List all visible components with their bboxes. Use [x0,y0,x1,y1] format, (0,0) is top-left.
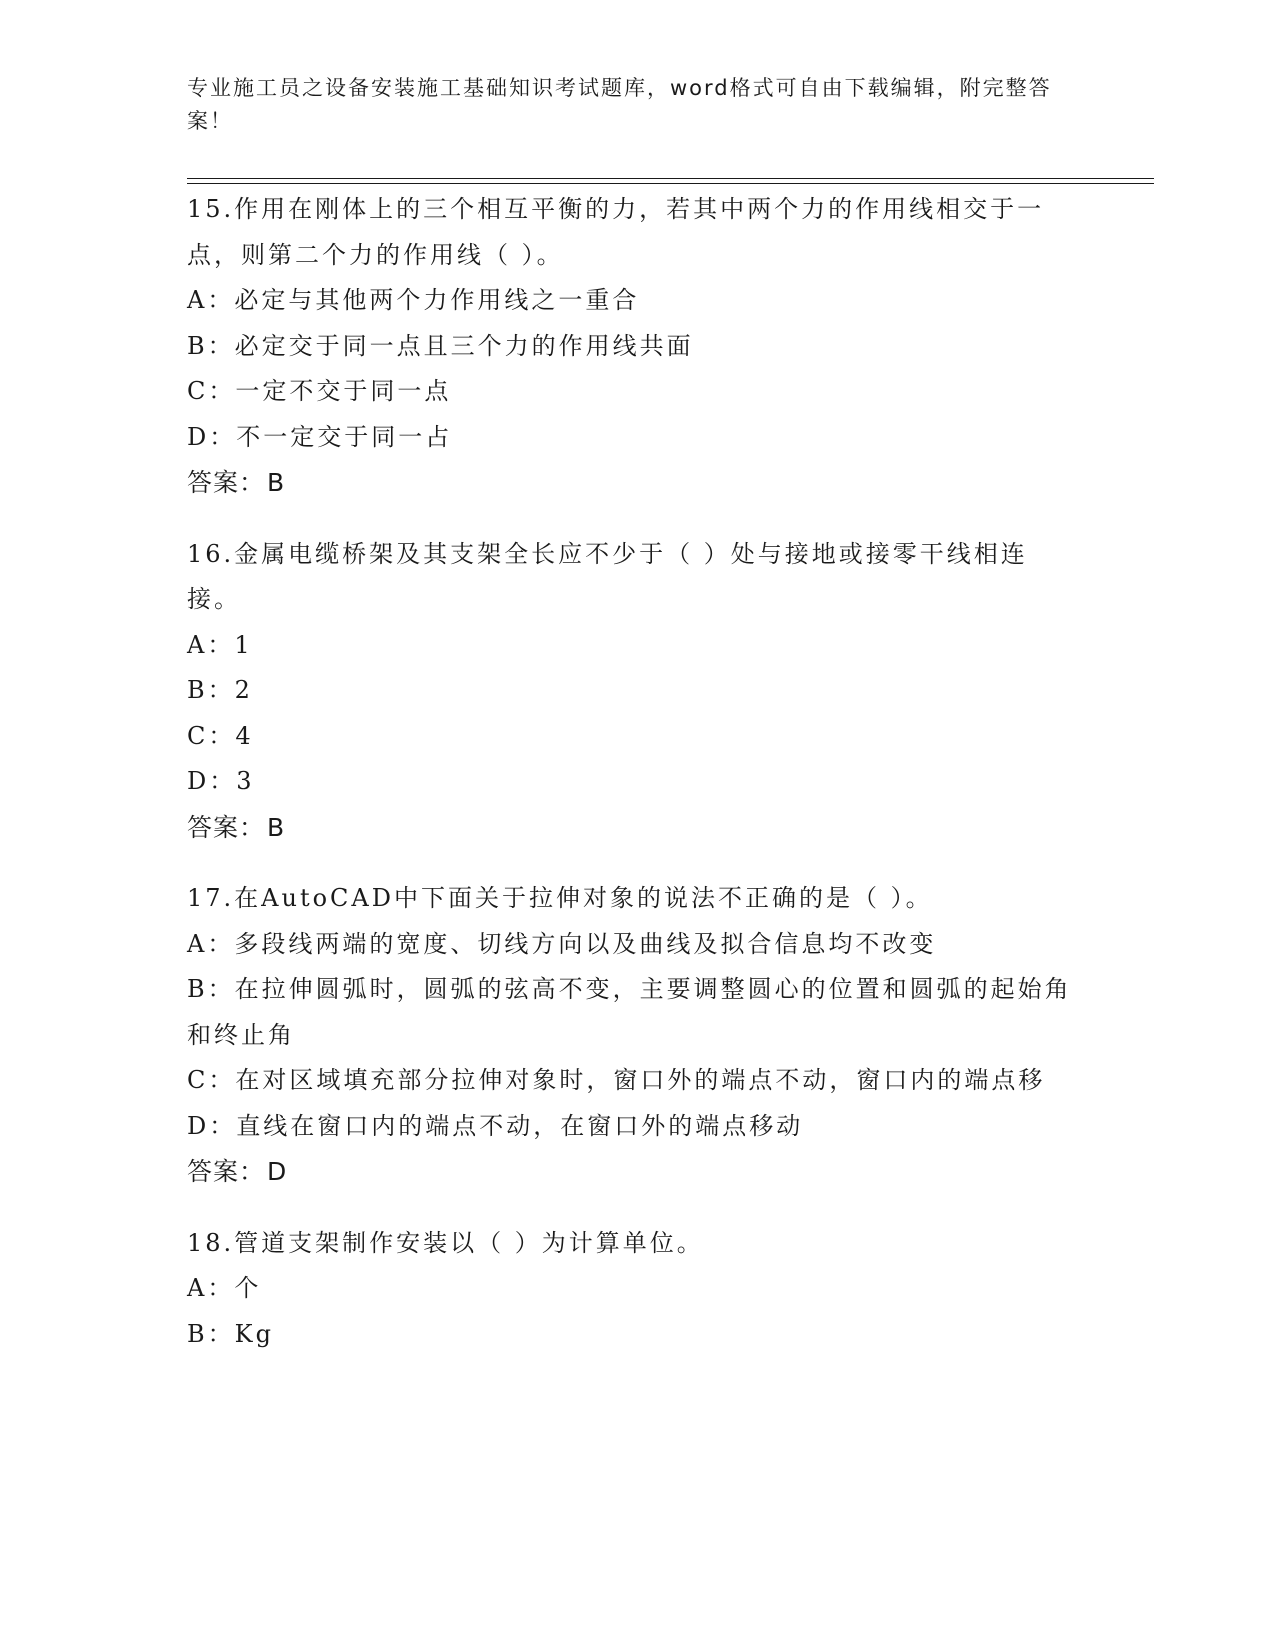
answer-value: B [267,812,286,842]
option-b: B：Kg [187,1319,274,1348]
option-b: B：在拉伸圆弧时，圆弧的弦高不变，主要调整圆心的位置和圆弧的起始角和终止角 [187,975,1072,1049]
option-b: B：必定交于同一点且三个力的作用线共面 [187,331,694,360]
option-c: C：4 [187,721,254,750]
document-intro: 专业施工员之设备安装施工基础知识考试题库，word格式可自由下载编辑，附完整答案！ [187,76,1052,133]
header-divider-bottom [187,183,1154,184]
header-divider-top [187,178,1154,179]
option-a: A：必定与其他两个力作用线之一重合 [187,286,640,314]
answer-label: 答案： [187,1157,266,1186]
question-stem: 15.作用在刚体上的三个相互平衡的力，若其中两个力的作用线相交于一点，则第二个力的作用线（ ）。 [187,195,1045,269]
answer-label: 答案： [187,812,266,842]
question-17 [187,876,1077,1195]
answer-label: 答案： [187,468,266,497]
answer-line [187,805,1077,851]
option-d: D：3 [187,767,255,795]
option-a: A：个 [187,1274,262,1302]
question-18 [187,1221,1077,1358]
question-15 [187,187,1077,506]
option-b: B：2 [187,676,253,704]
option-c: C：一定不交于同一点 [187,377,452,405]
answer-line [187,1149,1077,1195]
option-a: A：多段线两端的宽度、切线方向以及曲线及拟合信息均不改变 [187,929,937,958]
option-d: D：不一定交于同一占 [187,422,453,451]
question-list [187,187,1077,1383]
question-stem: 18.管道支架制作安装以（ ）为计算单位。 [187,1228,704,1257]
option-c: C：在对区域填充部分拉伸对象时，窗口外的端点不动，窗口内的端点移 [187,1066,1046,1094]
answer-value: B [267,468,286,497]
answer-line [187,460,1077,506]
question-16 [187,532,1077,851]
option-a: A：1 [187,630,253,659]
option-d: D：直线在窗口内的端点不动，在窗口外的端点移动 [187,1111,804,1140]
question-stem: 17.在AutoCAD中下面关于拉伸对象的说法不正确的是（ ）。 [187,884,933,912]
answer-value: D [267,1157,288,1186]
question-stem: 16.金属电缆桥架及其支架全长应不少于（ ）处与接地或接零干线相连接。 [187,539,1028,613]
